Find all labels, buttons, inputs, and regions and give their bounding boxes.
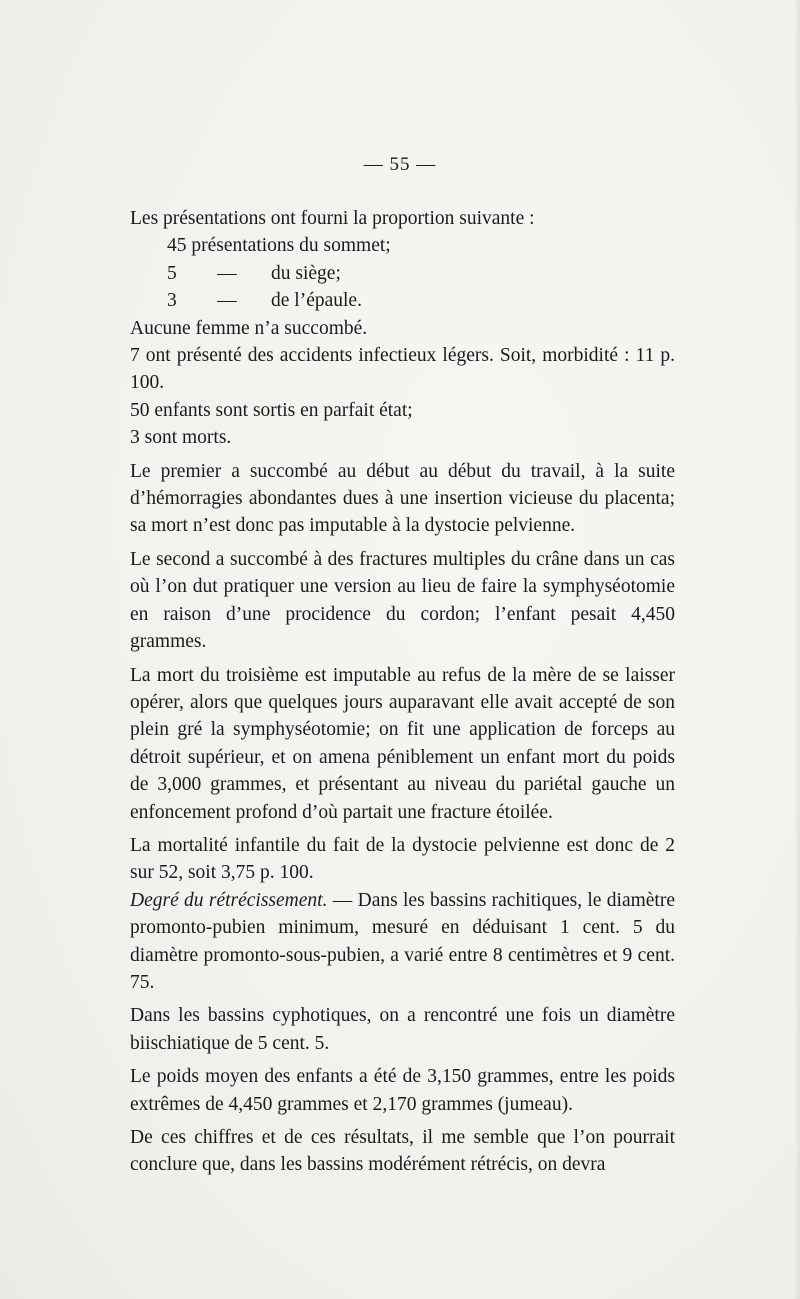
section-body: — Dans les bassins rachitiques, le diamètre promonto-pubien minimum, mesuré en déduisant 1 cent. 5 du diamètre promonto-sous-pubien, a varié entre 8 centimètres et 9 cent. 75. [130,889,675,993]
paragraph-conclusion: De ces chiffres et de ces résultats, il me semble que l’on pourrait conclure que, dans les bassins modérément rétrécis, on devra [130,1127,675,1176]
paragraph-degre-retrecissement [130,887,675,997]
presentation-epaule [130,287,675,314]
paragraph-troisieme-deces: La mort du troisième est imputable au refus de la mère de se laisser opérer, alors que quelques jours auparavant elle avait accepté de son plein gré la symphyséotomie; on fit une application de forceps au détroit supérieur, et on amena péniblement un enfant mort du poids de 3,000 grammes, et présentant au niveau du pariétal gauche un enfoncement profond d’où partait une fracture étoilée. [130,664,675,823]
page-number: — 55 — [363,154,437,175]
paragraph-enfants-sortis: 50 enfants sont sortis en parfait état; [130,399,413,421]
presentation-label: de l’épaule. [271,290,362,312]
paragraph-second-deces: Le second a succombé à des fractures multiples du crâne dans un cas où l’on dut pratiquer une version au lieu de faire la symphyséotomie en raison d’une procidence du cordon; l’enfant pesait 4,450 grammes. [130,548,675,653]
presentation-count: 3 [167,290,177,312]
page-edge-shadow [794,0,800,1299]
paragraph-bassins-cyphotiques: Dans les bassins cyphotiques, on a rencontré une fois un diamètre biischiatique de 5 cent. 5. [130,1005,675,1054]
body-text [130,205,675,1179]
presentation-label: du siège; [271,262,341,284]
paragraph-morbidite: 7 ont présenté des accidents infectieux légers. Soit, morbidité : 11 p. 100. [130,345,675,394]
ditto-dash: — [217,262,237,284]
section-heading: Degré du rétrécissement. [130,889,328,911]
intro-sentence: Les présentations ont fourni la proportion suivante : [130,208,535,229]
paragraph-mortalite-infantile: La mortalité infantile du fait de la dystocie pelvienne est donc de 2 sur 52, soit 3,75 p. 100. [130,834,675,884]
ditto-dash: — [217,290,237,312]
presentation-count: 45 [167,235,187,257]
presentation-siege [130,260,675,287]
paragraph-poids-moyen: Le poids moyen des enfants a été de 3,150 grammes, entre les poids extrêmes de 4,450 grammes et 2,170 grammes (jumeau). [130,1066,675,1115]
presentation-sommet [130,232,675,259]
paragraph-premier-deces: Le premier a succombé au début au début du travail, à la suite d’hémorragies abondantes dues à une insertion vicieuse du placenta; sa mort n’est donc pas imputable à la dystocie pelvienne. [130,460,675,537]
presentation-count: 5 [167,262,177,284]
presentations-list [130,232,675,314]
presentation-label: présentations du sommet; [191,235,391,257]
paragraph-enfants-morts: 3 sont morts. [130,427,232,449]
paragraph-mortalite-maternelle: Aucune femme n’a succombé. [130,317,368,339]
